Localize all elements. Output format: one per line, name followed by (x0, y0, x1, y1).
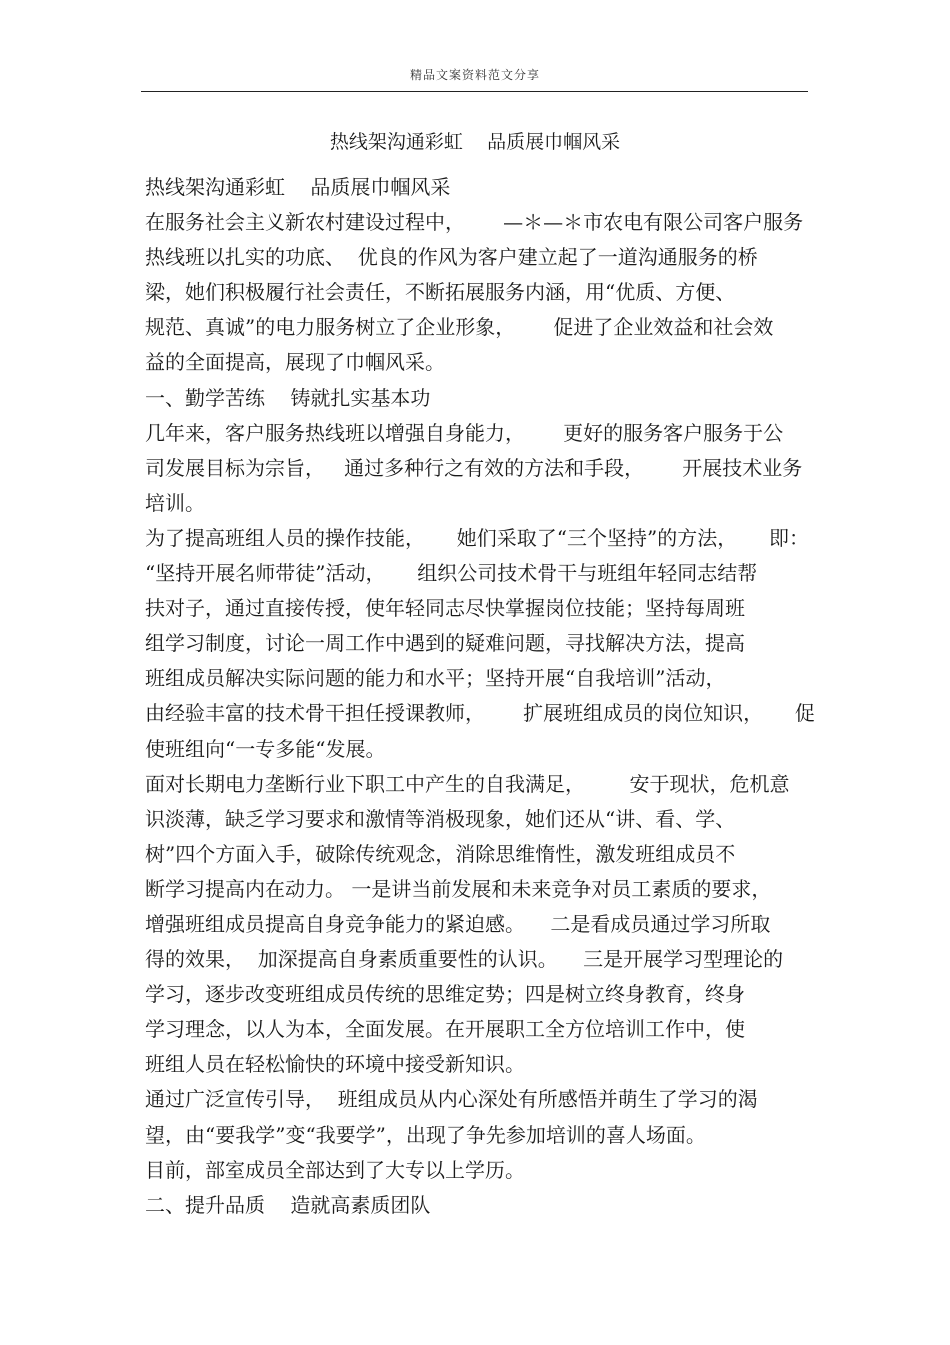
body-line: “坚持开展名师带徒”活动， 组织公司技术骨干与班组年轻同志结帮 (145, 561, 758, 586)
body-line: 热线班以扎实的功底、 优良的作风为客户建立起了一道沟通服务的桥 (145, 245, 758, 270)
body-line: 得的效果， 加深提高自身素质重要性的认识。 三是开展学习型理论的 (145, 947, 784, 972)
body-line: 目前，部室成员全部达到了大专以上学历。 (145, 1157, 525, 1182)
body-line: 司发展目标为宗旨， 通过多种行之有效的方法和手段， 开展技术业务 (145, 455, 803, 480)
body-line: 增强班组成员提高自身竞争能力的紧迫感。 二是看成员通过学习所取 (145, 911, 771, 936)
header-divider (141, 91, 808, 92)
body-line: 一、勤学苦练 铸就扎实基本功 (145, 385, 431, 410)
body-line: 规范、真诚”的电力服务树立了企业形象， 促进了企业效益和社会效 (145, 315, 774, 340)
body-line: 培训。 (145, 490, 205, 515)
body-line: 使班组向“一专多能“发展。 (145, 736, 386, 761)
body-line: 组学习制度，讨论一周工作中遇到的疑难问题，寻找解决方法，提高 (145, 631, 745, 656)
document-title: 热线架沟通彩虹 品质展巾帼风采 (329, 131, 621, 153)
body-line: 识淡薄，缺乏学习要求和激情等消极现象，她们还从“讲、看、学、 (145, 806, 736, 831)
body-line: 热线架沟通彩虹 品质展巾帼风采 (145, 175, 451, 199)
body-line: 二、提升品质 造就高素质团队 (145, 1192, 431, 1217)
body-line: 几年来，客户服务热线班以增强自身能力， 更好的服务客户服务于公 (145, 420, 784, 445)
document-body (145, 170, 815, 1223)
body-line: 面对长期电力垄断行业下职工中产生的自我满足， 安于现状，危机意 (145, 771, 790, 796)
body-line: 班组成员解决实际问题的能力和水平；坚持开展“自我培训”活动， (145, 666, 726, 691)
body-line: 学习理念，以人为本，全面发展。在开展职工全方位培训工作中，使 (145, 1017, 745, 1042)
body-line: 益的全面提高，展现了巾帼风采。 (145, 350, 445, 375)
body-line: 通过广泛宣传引导， 班组成员从内心深处有所感悟并萌生了学习的渴 (145, 1087, 758, 1112)
body-line: 扶对子，通过直接传授，使年轻同志尽快掌握岗位技能；坚持每周班 (145, 596, 745, 621)
body-line: 由经验丰富的技术骨干担任授课教师， 扩展班组成员的岗位知识， 促 (145, 701, 815, 726)
body-line: 断学习提高内在动力。 一是讲当前发展和未来竞争对员工素质的要求， (145, 876, 772, 901)
body-line: 在服务社会主义新农村建设过程中， —＊—＊市农电有限公司客户服务 (145, 210, 804, 235)
body-line: 梁，她们积极履行社会责任，不断拓展服务内涵，用“优质、方便、 (145, 280, 736, 305)
page-header-text: 精品文案资料范文分享 (409, 68, 540, 82)
body-line: 班组人员在轻松愉快的环境中接受新知识。 (145, 1052, 525, 1077)
body-line: 望，由“要我学”变“我要学”，出现了争先参加培训的喜人场面。 (145, 1122, 706, 1147)
body-line: 学习，逐步改变班组成员传统的思维定势；四是树立终身教育，终身 (145, 982, 745, 1007)
body-line: 树”四个方面入手，破除传统观念，消除思维惰性，激发班组成员不 (145, 841, 736, 866)
body-line: 为了提高班组人员的操作技能， 她们采取了“三个坚持”的方法， 即： (145, 525, 810, 550)
